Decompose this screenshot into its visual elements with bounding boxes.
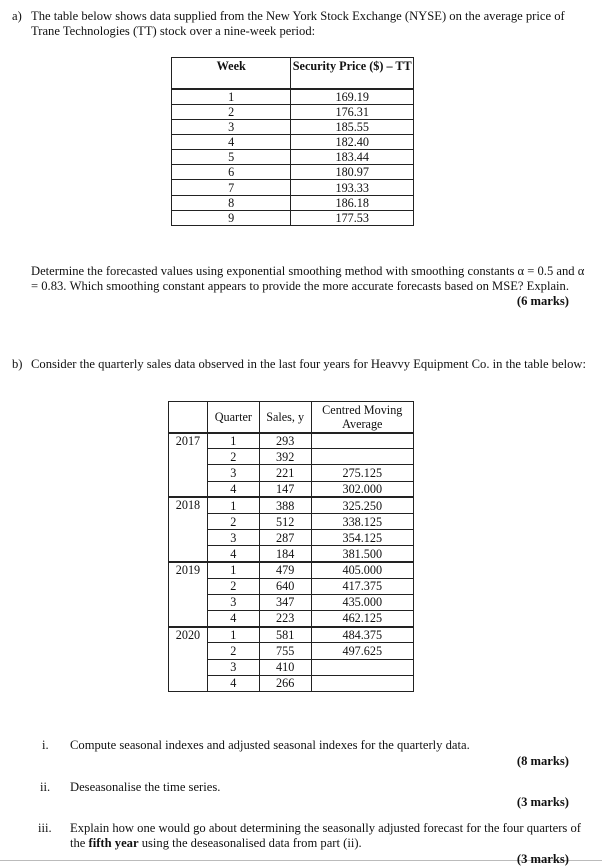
stock-price-table <box>171 57 414 226</box>
cma-cell: 484.375 <box>311 627 413 643</box>
table-row <box>169 627 414 643</box>
cma-cell <box>311 675 413 691</box>
part-a-intro: The table below shows data supplied from the New York Stock Exchange (NYSE) on the average price of Trane Technologies (TT) stock over a nine-week period: <box>31 9 565 38</box>
price-cell: 193.33 <box>291 180 414 195</box>
quarter-cell: 2 <box>207 643 259 659</box>
year-cell: 2020 <box>169 627 208 692</box>
price-cell: 176.31 <box>291 104 414 119</box>
cma-cell: 497.625 <box>311 643 413 659</box>
sales-cell: 512 <box>259 513 311 529</box>
part-a-marks: (6 marks) <box>516 294 569 308</box>
sales-cell: 223 <box>259 611 311 627</box>
part-a-question: Determine the forecasted values using exponential smoothing method with smoothing constants α = 0.5 and α = 0.83. Which smoothing constant appears to provide the more accurate forecasts based on MSE? Explain. <box>31 264 585 293</box>
subq-iii-marks: (3 marks) <box>516 852 569 866</box>
cma-cell: 405.000 <box>311 562 413 578</box>
sales-cell: 266 <box>259 675 311 691</box>
subq-iii-text-before: Explain how one would go about determining the seasonally adjusted forecast for the four quarters of the <box>70 821 581 850</box>
cma-cell: 354.125 <box>311 530 413 546</box>
week-cell: 6 <box>172 165 291 180</box>
sales-cell: 293 <box>259 433 311 449</box>
subq-i-num: i. <box>42 738 49 752</box>
cma-cell: 302.000 <box>311 481 413 497</box>
quarter-cell: 2 <box>207 449 259 465</box>
sales-cell: 410 <box>259 659 311 675</box>
cma-cell: 338.125 <box>311 513 413 529</box>
sales-cell: 392 <box>259 449 311 465</box>
sales-cell: 581 <box>259 627 311 643</box>
cma-cell: 325.250 <box>311 497 413 513</box>
price-header: Security Price ($) – TT <box>291 58 414 89</box>
cma-header: Centred Moving Average <box>311 402 413 433</box>
quarter-cell: 3 <box>207 659 259 675</box>
table-row <box>172 195 414 210</box>
table-row <box>172 104 414 119</box>
quarter-cell: 2 <box>207 578 259 594</box>
sales-cell: 287 <box>259 530 311 546</box>
table-row <box>172 134 414 149</box>
part-b-intro: Consider the quarterly sales data observed in the last four years for Heavvy Equipment Co. in the table below: <box>31 357 587 371</box>
subq-iii-num: iii. <box>38 821 52 835</box>
sales-cell: 184 <box>259 546 311 562</box>
subq-iii-text-after: using the deseasonalised data from part (ii). <box>138 836 362 850</box>
price-cell: 185.55 <box>291 119 414 134</box>
subq-ii-marks: (3 marks) <box>516 795 569 809</box>
table-row <box>172 180 414 195</box>
week-cell: 8 <box>172 195 291 210</box>
cma-cell: 381.500 <box>311 546 413 562</box>
price-cell: 177.53 <box>291 210 414 225</box>
table-row <box>169 433 414 449</box>
year-header <box>169 402 208 433</box>
quarter-cell: 1 <box>207 433 259 449</box>
quarter-cell: 4 <box>207 481 259 497</box>
cma-cell <box>311 659 413 675</box>
table-row <box>172 165 414 180</box>
sales-cell: 479 <box>259 562 311 578</box>
cma-cell: 275.125 <box>311 465 413 481</box>
year-cell: 2019 <box>169 562 208 627</box>
week-cell: 3 <box>172 119 291 134</box>
quarter-cell: 3 <box>207 530 259 546</box>
year-cell: 2018 <box>169 497 208 562</box>
quarter-header: Quarter <box>207 402 259 433</box>
quarter-cell: 1 <box>207 627 259 643</box>
subq-i-text: Compute seasonal indexes and adjusted seasonal indexes for the quarterly data. <box>70 738 470 752</box>
price-cell: 183.44 <box>291 150 414 165</box>
week-cell: 4 <box>172 134 291 149</box>
week-cell: 7 <box>172 180 291 195</box>
quarter-cell: 2 <box>207 513 259 529</box>
price-cell: 182.40 <box>291 134 414 149</box>
week-cell: 9 <box>172 210 291 225</box>
price-cell: 186.18 <box>291 195 414 210</box>
cma-cell <box>311 433 413 449</box>
quarterly-sales-table <box>168 401 414 692</box>
price-cell: 169.19 <box>291 89 414 105</box>
week-header: Week <box>172 58 291 89</box>
page-divider <box>0 860 602 861</box>
sales-cell: 388 <box>259 497 311 513</box>
subq-ii-text: Deseasonalise the time series. <box>70 780 221 794</box>
sales-cell: 755 <box>259 643 311 659</box>
sales-cell: 147 <box>259 481 311 497</box>
table-row <box>172 150 414 165</box>
quarter-cell: 3 <box>207 594 259 610</box>
quarter-cell: 1 <box>207 562 259 578</box>
subq-i-marks: (8 marks) <box>516 754 569 768</box>
subq-ii-num: ii. <box>40 780 51 794</box>
sales-cell: 640 <box>259 578 311 594</box>
week-cell: 1 <box>172 89 291 105</box>
quarter-cell: 4 <box>207 546 259 562</box>
sales-cell: 221 <box>259 465 311 481</box>
quarter-cell: 1 <box>207 497 259 513</box>
week-cell: 5 <box>172 150 291 165</box>
table-row <box>169 562 414 578</box>
subq-iii-text-bold: fifth year <box>88 836 139 850</box>
table-row <box>172 210 414 225</box>
table-row <box>169 497 414 513</box>
sales-cell: 347 <box>259 594 311 610</box>
quarter-cell: 3 <box>207 465 259 481</box>
table-row <box>172 119 414 134</box>
year-cell: 2017 <box>169 433 208 498</box>
table-row <box>172 89 414 105</box>
part-b-letter: b) <box>12 357 23 371</box>
quarter-cell: 4 <box>207 675 259 691</box>
week-cell: 2 <box>172 104 291 119</box>
part-a-letter: a) <box>12 9 22 23</box>
cma-cell: 435.000 <box>311 594 413 610</box>
cma-cell: 417.375 <box>311 578 413 594</box>
price-cell: 180.97 <box>291 165 414 180</box>
cma-cell: 462.125 <box>311 611 413 627</box>
quarter-cell: 4 <box>207 611 259 627</box>
cma-cell <box>311 449 413 465</box>
subq-iii-text <box>70 821 595 851</box>
sales-header: Sales, y <box>259 402 311 433</box>
